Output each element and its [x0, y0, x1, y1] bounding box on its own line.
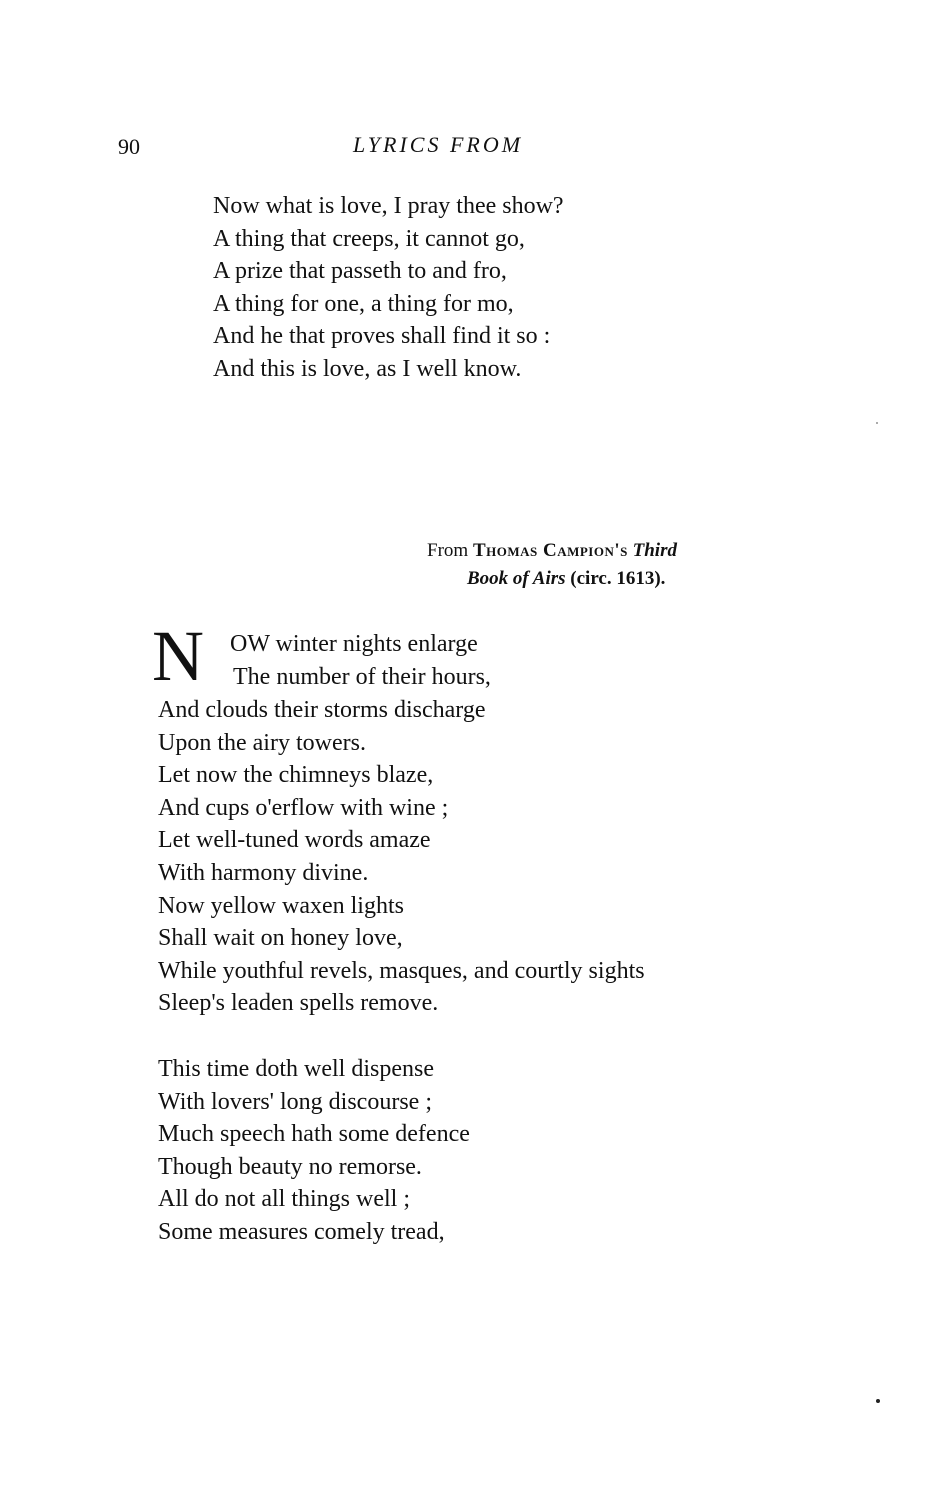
attribution-line-2: [467, 565, 665, 593]
attribution-title-part-1: Third: [632, 540, 677, 561]
verse-line: Much speech hath some defence: [158, 1121, 470, 1148]
verse-line: And cups o'erflow with wine ;: [158, 794, 449, 821]
verse-line: This time doth well dispense: [158, 1056, 434, 1082]
attribution-author: Thomas Campion's: [472, 540, 628, 561]
verse-line: A thing for one, a thing for mo,: [213, 290, 514, 317]
attribution-line-1: [427, 537, 677, 565]
verse-line: Upon the airy towers.: [158, 729, 366, 756]
verse-line: Now yellow waxen lights: [158, 892, 404, 919]
verse-line: Let well-tuned words amaze: [158, 827, 431, 854]
attribution-prefix: From: [427, 540, 473, 561]
verse-line: A thing that creeps, it cannot go,: [213, 225, 525, 252]
verse-line: All do not all things well ;: [158, 1186, 410, 1213]
scan-speck: [876, 422, 878, 424]
verse-line: Though beauty no remorse.: [158, 1153, 422, 1180]
stanza-time: [158, 1053, 470, 1249]
verse-line: Shall wait on honey love,: [158, 925, 403, 952]
verse-line: A prize that passeth to and fro,: [213, 258, 507, 285]
verse-line: With harmony divine.: [158, 859, 369, 886]
attribution-suffix: (circ. 1613).: [565, 568, 666, 589]
stanza-winter-opening: [230, 628, 491, 693]
verse-line: Let now the chimneys blaze,: [158, 762, 434, 789]
verse-line: Sleep's leaden spells remove.: [158, 990, 439, 1017]
stanza-love: [213, 190, 564, 386]
running-head: LYRICS FROM: [353, 132, 524, 157]
verse-line: And this is love, as I well know.: [213, 355, 522, 382]
verse-line: And he that proves shall find it so :: [213, 323, 551, 350]
verse-line: With lovers' long discourse ;: [158, 1088, 432, 1115]
verse-line: While youthful revels, masques, and courtly sights: [158, 957, 645, 984]
page-number: 90: [118, 134, 140, 159]
attribution-title-part-2: Book of Airs: [467, 568, 566, 589]
drop-cap: N: [152, 616, 204, 696]
verse-line: And clouds their storms discharge: [158, 697, 486, 723]
verse-line: Some measures comely tread,: [158, 1218, 445, 1245]
stanza-winter: [158, 694, 645, 1020]
verse-line: The number of their hours,: [233, 663, 491, 690]
verse-line: OW winter nights enlarge: [230, 631, 478, 657]
verse-line: Now what is love, I pray thee show?: [213, 193, 564, 219]
scan-speck: [876, 1399, 880, 1403]
